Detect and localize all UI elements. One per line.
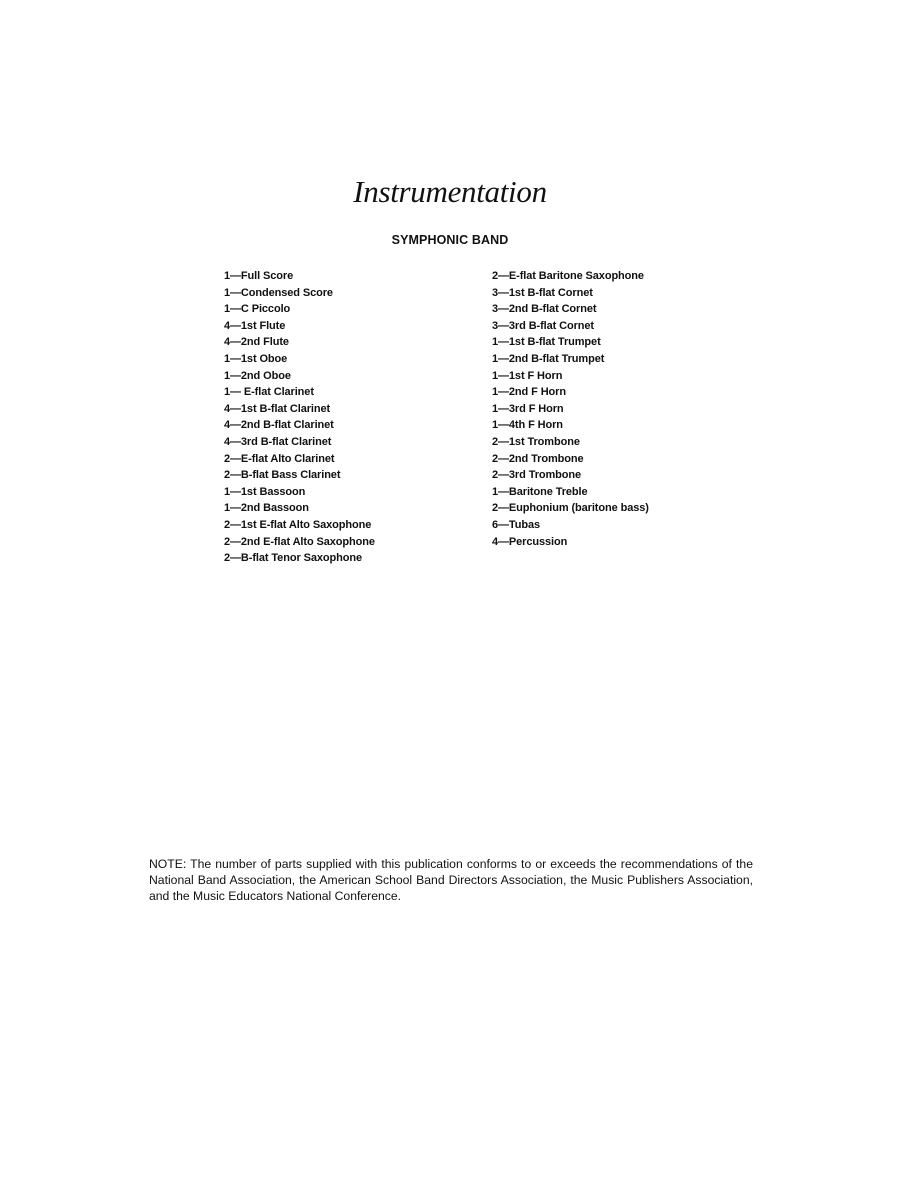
- list-item: 4—1st B-flat Clarinet: [224, 402, 331, 415]
- list-item: 1—2nd Bassoon: [224, 502, 309, 515]
- list-item: 2—2nd E-flat Alto Saxophone: [224, 535, 375, 548]
- list-item: 4—3rd B-flat Clarinet: [224, 435, 332, 448]
- list-item: 6—Tubas: [492, 518, 540, 531]
- page-title: Instrumentation: [353, 174, 547, 209]
- list-item: 2—Euphonium (baritone bass): [492, 502, 649, 515]
- list-item: 1—1st Oboe: [224, 352, 288, 365]
- parts-list-right: [492, 268, 649, 550]
- list-item: 1—4th F Horn: [492, 419, 563, 432]
- list-item: 1—2nd F Horn: [492, 386, 566, 399]
- list-item: 2—1st E-flat Alto Saxophone: [224, 518, 372, 531]
- list-item: 2—1st Trombone: [492, 435, 580, 448]
- list-item: 1—Condensed Score: [224, 286, 333, 299]
- section-heading: SYMPHONIC BAND: [391, 233, 509, 247]
- list-item: 2—3rd Trombone: [492, 469, 582, 482]
- list-item: 3—2nd B-flat Cornet: [492, 303, 597, 316]
- list-item: 4—2nd B-flat Clarinet: [224, 419, 334, 432]
- list-item: 2—2nd Trombone: [492, 452, 584, 465]
- list-item: 4—Percussion: [492, 535, 568, 548]
- list-item: 3—1st B-flat Cornet: [492, 286, 593, 299]
- list-item: 2—E-flat Baritone Saxophone: [492, 270, 644, 282]
- list-item: 2—B-flat Tenor Saxophone: [224, 552, 362, 565]
- list-item: 4—2nd Flute: [224, 336, 289, 349]
- list-item: 1—3rd F Horn: [492, 402, 564, 415]
- list-item: 1—2nd B-flat Trumpet: [492, 352, 605, 365]
- list-item: 1—2nd Oboe: [224, 369, 291, 382]
- list-item: 3—3rd B-flat Cornet: [492, 319, 594, 332]
- parts-list-left: [224, 268, 375, 567]
- list-item: 1—1st Bassoon: [224, 485, 306, 498]
- list-item: 1— E-flat Clarinet: [224, 386, 314, 399]
- list-item: 1—1st F Horn: [492, 369, 563, 382]
- list-item: 1—1st B-flat Trumpet: [492, 336, 601, 349]
- list-item: 1—Full Score: [224, 270, 294, 282]
- list-item: 2—E-flat Alto Clarinet: [224, 452, 335, 465]
- list-item: 1—Baritone Treble: [492, 485, 588, 498]
- list-item: 1—C Piccolo: [224, 303, 291, 316]
- list-item: 4—1st Flute: [224, 319, 286, 332]
- list-item: 2—B-flat Bass Clarinet: [224, 469, 341, 482]
- note-paragraph: NOTE: The number of parts supplied with this publication conforms to or exceeds the recommendations of the National Band Association, the American School Band Directors Association, the Music Publishers Association, and the Music Educators National Conference.: [149, 857, 753, 903]
